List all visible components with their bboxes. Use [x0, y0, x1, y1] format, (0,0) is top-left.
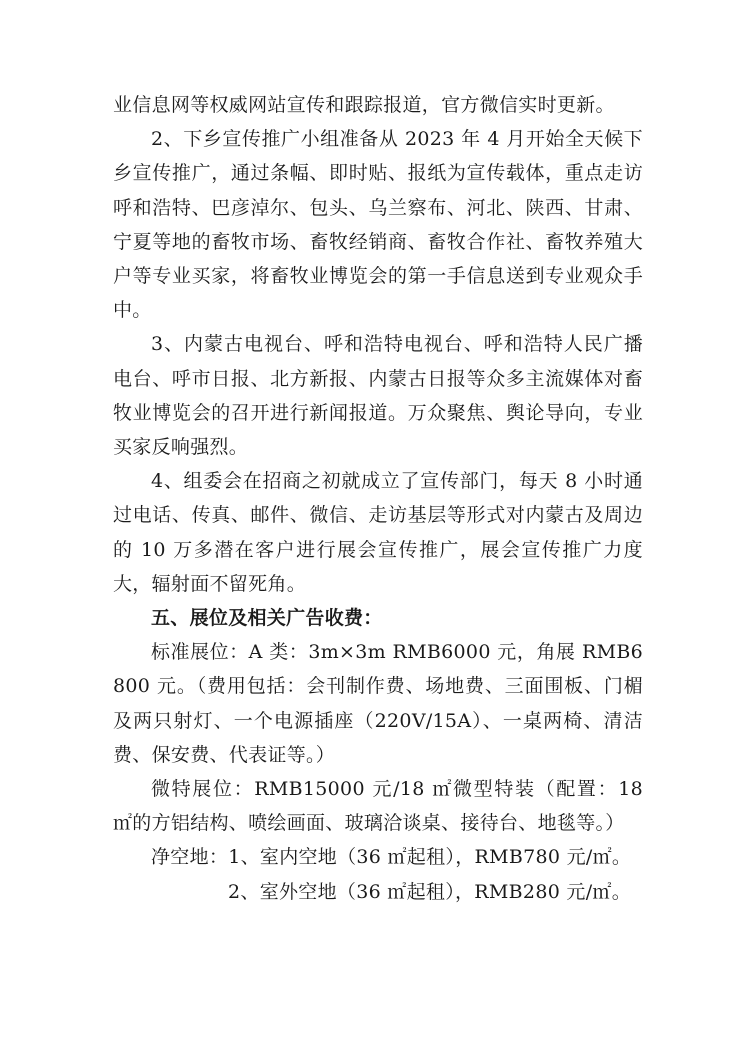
fee-raw-space-indoor: 净空地：1、室内空地（36 ㎡起租），RMB780 元/㎡。	[151, 846, 632, 869]
paragraph-item-2: 2、下乡宣传推广小组准备从 2023 年 4 月开始全天候下乡宣传推广，通过条幅、即时贴、报纸为宣传载体，重点走访呼和浩特、巴彦淖尔、包头、乌兰察布、河北、陕西、甘肃、宁夏等地的畜牧市场、畜牧经销商、畜牧合作社、畜牧养殖大户等专业买家，将畜牧业博览会的第一手信息送到专业观众手中。	[113, 128, 643, 322]
paragraph-continuation: 业信息网等权威网站宣传和跟踪报道，官方微信实时更新。	[113, 94, 615, 116]
paragraph-item-4: 4、组委会在招商之初就成立了宣传部门，每天 8 小时通过电话、传真、邮件、微信、走访基层等形式对内蒙古及周边的 10 万多潜在客户进行展会宣传推广，展会宣传推广力度大，辐射面不留死角。	[113, 470, 643, 595]
document-body	[113, 88, 643, 909]
fee-micro-special-booth: 微特展位：RMB15000 元/18 ㎡微型特装（配置：18 ㎡的方铝结构、喷绘画面、玻璃洽谈桌、接待台、地毯等。）	[113, 778, 643, 835]
fee-standard-booth: 标准展位：A 类：3m×3m RMB6000 元，角展 RMB6800 元。（费用包括：会刊制作费、场地费、三面围板、门楣及两只射灯、一个电源插座（220V/15A）、一桌两椅、清洁费、保安费、代表证等。）	[113, 641, 643, 766]
section-heading: 五、展位及相关广告收费：	[151, 607, 383, 630]
paragraph-item-3: 3、内蒙古电视台、呼和浩特电视台、呼和浩特人民广播电台、呼市日报、北方新报、内蒙古日报等众多主流媒体对畜牧业博览会的召开进行新闻报道。万众聚焦、舆论导向，专业买家反响强烈。	[113, 333, 643, 459]
fee-raw-space-outdoor: 2、室外空地（36 ㎡起租），RMB280 元/㎡。	[228, 880, 632, 903]
